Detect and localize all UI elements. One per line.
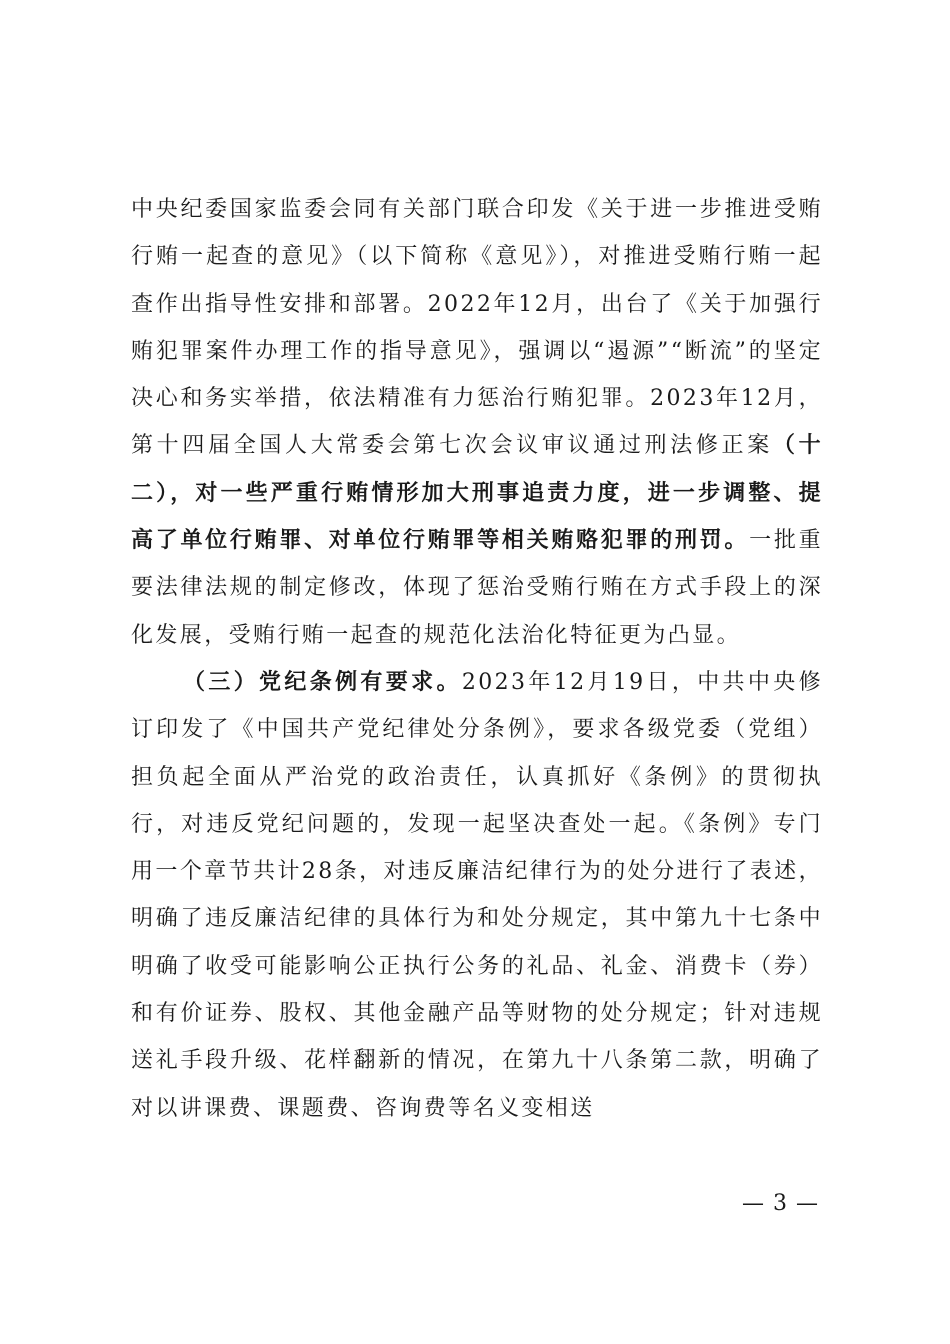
paragraph-2-text: 2023年12月19日，中共中央修订印发了《中国共产党纪律处分条例》，要求各级党委（党组）担负起全面从严治党的政治责任，认真抓好《条例》的贯彻执行，对违反党纪问题的，发现一起坚决查处一起。《条例》专门用一个章节共计28条，对违反廉洁纪律行为的处分进行了表述，明确了违反廉洁纪律的具体行为和处分规定，其中第九十七条中明确了收受可能影响公正执行公务的礼品、礼金、消费卡（券）和有价证券、股权、其他金融产品等财物的处分规定；针对违规送礼手段升级、花样翻新的情况，在第九十八条第二款，明确了对以讲课费、课题费、咨询费等名义变相送	[131, 669, 823, 1121]
paragraph-1-text-b: 一批重要法律法规的制定修改，体现了惩治受贿行贿在方式手段上的深化发展，受贿行贿一起查的规范化法治化特征更为凸显。	[131, 528, 823, 648]
document-body	[131, 186, 823, 1132]
section-heading: （三）党纪条例有要求。	[183, 668, 462, 695]
paragraph-1-text-a: 中央纪委国家监委会同有关部门联合印发《关于进一步推进受贿行贿一起查的意见》（以下简称《意见》），对推进受贿行贿一起查作出指导性安排和部署。2022年12月，出台了《关于加强行贿犯罪案件办理工作的指导意见》，强调以“遏源”“断流”的坚定决心和务实举措，依法精准有力惩治行贿犯罪。2023年12月，第十四届全国人大常委会第七次会议审议通过刑法修正案	[131, 197, 823, 459]
page-number: — 3 —	[742, 1191, 819, 1216]
paragraph-2	[131, 659, 823, 1132]
paragraph-1-bold-text: （十二），对一些严重行贿情形加大刑事追责力度，进一步调整、提高了单位行贿罪、对单位行贿罪等相关贿赂犯罪的刑罚。	[131, 432, 823, 554]
paragraph-1	[131, 186, 823, 659]
